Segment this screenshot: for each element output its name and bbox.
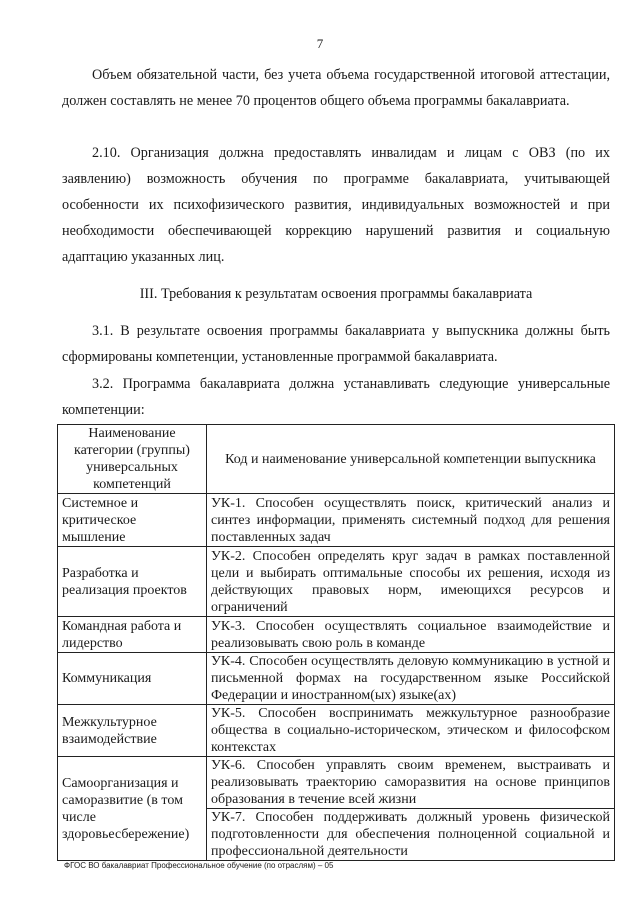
competence-cell: УК-5. Способен воспринимать межкультурное разнообразие общества в социально-историческом, этическом и философском контекстах — [207, 705, 615, 757]
competencies-table — [57, 424, 615, 861]
table-row — [58, 653, 615, 705]
competence-cell: УК-2. Способен определять круг задач в рамках поставленной цели и выбирать оптимальные способы их решения, исходя из действующих правовых норм, имеющихся ресурсов и ограничений — [207, 547, 615, 617]
category-cell: Коммуникация — [58, 653, 207, 705]
category-cell: Межкультурное взаимодействие — [58, 705, 207, 757]
category-cell: Разработка и реализация проектов — [58, 547, 207, 617]
section-heading: III. Требования к результатам освоения программы бакалавриата — [139, 286, 533, 302]
table-row — [58, 494, 615, 547]
header-code: Код и наименование универсальной компетенции выпускника — [207, 425, 615, 494]
paragraph-3-1: 3.1. В результате освоения программы бакалавриата у выпускника должны быть сформированы компетенции, установленные программой бакалавриата. — [62, 323, 610, 365]
competence-cell: УК-7. Способен поддерживать должный уровень физической подготовленности для обеспечения полноценной социальной и профессиональной деятельности — [207, 809, 615, 861]
document-footer: ФГОС ВО бакалавриат Профессиональное обучение (по отраслям) – 05 — [64, 861, 334, 870]
table-header-row — [58, 425, 615, 494]
category-cell: Командная работа и лидерство — [58, 617, 207, 653]
competence-cell: УК-4. Способен осуществлять деловую коммуникацию в устной и письменной формах на государственном языке Российской Федерации и иностранном(ых) языке(ах) — [207, 653, 615, 705]
table-row — [58, 547, 615, 617]
page-number: 7 — [316, 36, 324, 51]
category-cell: Самоорганизация и саморазвитие (в том числе здоровьесбережение) — [58, 757, 207, 861]
paragraph-mandatory-part: Объем обязательной части, без учета объема государственной итоговой аттестации, должен составлять не менее 70 процентов общего объема программы бакалавриата. — [62, 67, 610, 109]
competence-cell: УК-1. Способен осуществлять поиск, критический анализ и синтез информации, применять системный подход для решения поставленных задач — [207, 494, 615, 547]
paragraph-3-2: 3.2. Программа бакалавриата должна устанавливать следующие универсальные компетенции: — [62, 376, 610, 418]
table-row — [58, 757, 615, 809]
header-category: Наименование категории (группы) универсальных компетенций — [58, 425, 207, 494]
paragraph-2-10: 2.10. Организация должна предоставлять инвалидам и лицам с ОВЗ (по их заявлению) возможность обучения по программе бакалавриата, учитывающей особенности их психофизического развития, индивидуальных возможностей и при необходимости обеспечивающей коррекцию нарушений развития и социальную адаптацию указанных лиц. — [62, 145, 610, 265]
competence-cell: УК-3. Способен осуществлять социальное взаимодействие и реализовывать свою роль в команде — [207, 617, 615, 653]
table-row — [58, 617, 615, 653]
category-cell: Системное и критическое мышление — [58, 494, 207, 547]
table-row — [58, 705, 615, 757]
competence-cell: УК-6. Способен управлять своим временем, выстраивать и реализовывать траекторию саморазвития на основе принципов образования в течение всей жизни — [207, 757, 615, 809]
